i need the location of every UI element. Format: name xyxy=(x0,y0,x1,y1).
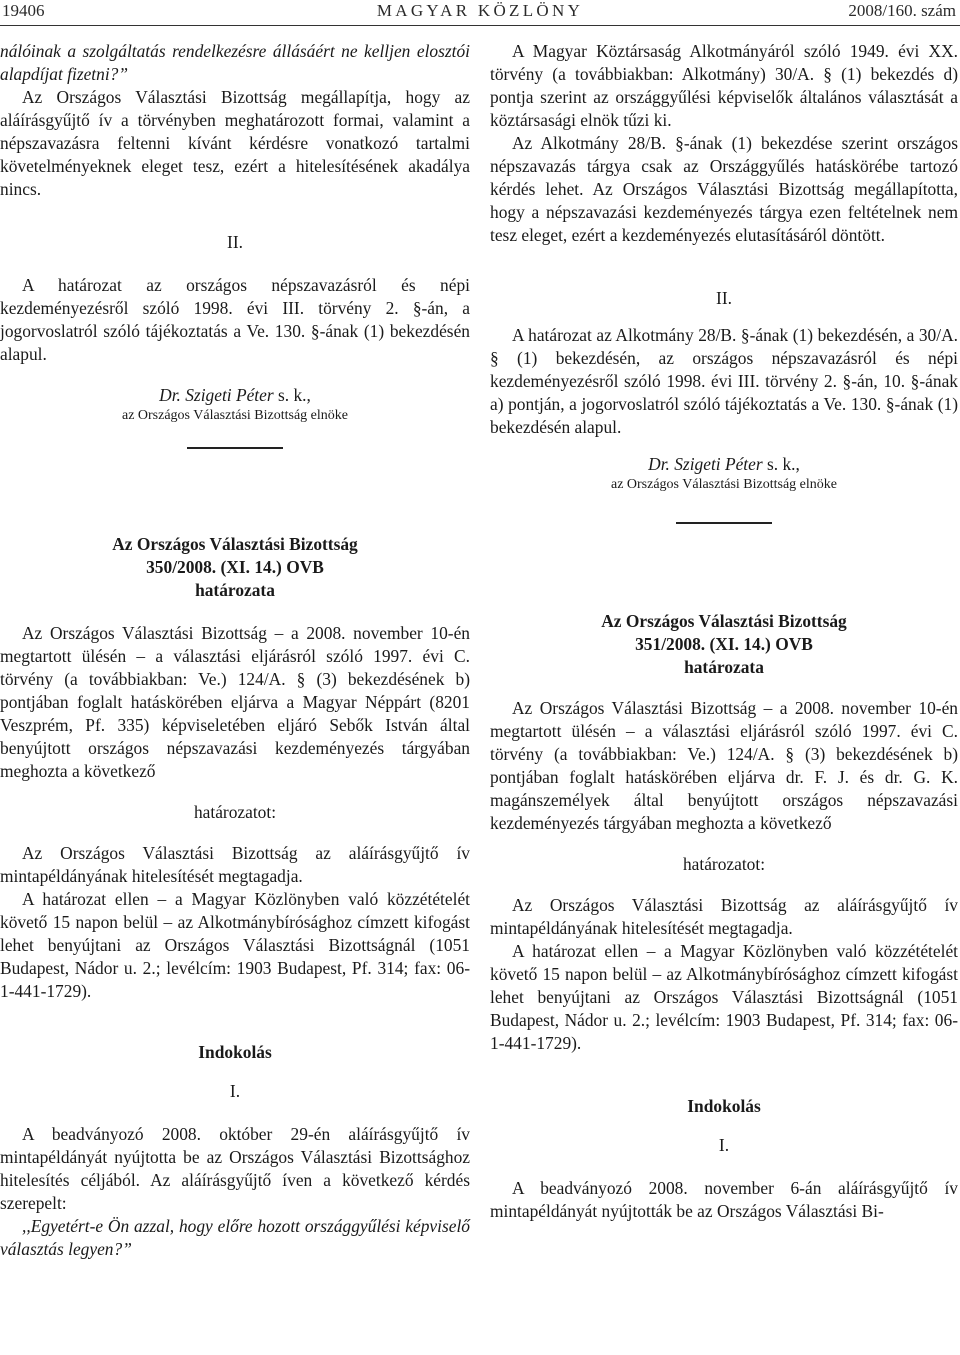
decision-type: határozata xyxy=(195,580,275,600)
reasoning-heading: Indokolás xyxy=(687,1096,761,1116)
paragraph: Az Országos Választási Bizottság az aláírásgyűjtő ív mintapéldányának hitelesítését megtagadja. xyxy=(490,895,958,938)
paragraph: Az Alkotmány 28/B. §-ának (1) bekezdése szerint országos népszavazás tárgya csak az Országgyűlés hatáskörébe tartozó kérdés lehet. Az Országos Választási Bizottság megállapította, hogy a népszavazási kezdeményezés tárgya ezen feltételnek nem tesz eleget, ezért a kezdeményezés elutasításáról döntött. xyxy=(490,133,958,245)
decision-number: 351/2008. (XI. 14.) OVB xyxy=(635,634,813,654)
decision-type: határozata xyxy=(684,657,764,677)
paragraph: A határozat az Alkotmány 28/B. §-ának (1) bekezdésén, a 30/A. § (1) bekezdésén, az országos népszavazásról és népi kezdeményezésről szóló 1998. évi III. törvény 2. §-án, 10. §-ának a) pontján, a jogorvoslatról szóló tájékoztatás a Ve. 130. §-ának (1) bekezdésén alapul. xyxy=(490,325,958,437)
section-heading: I. xyxy=(229,1081,241,1101)
decision-label: határozatot: xyxy=(193,802,277,822)
signature xyxy=(490,453,958,476)
decision-label: határozatot: xyxy=(682,854,766,874)
section-heading: I. xyxy=(718,1135,730,1155)
section-heading: II. xyxy=(227,232,243,252)
paragraph: A beadványozó 2008. október 29-én aláírásgyűjtő ív mintapéldányát nyújtotta be az Országos Választási Bizottsághoz hitelesítés céljából. Az aláírásgyűjtő íven a következő kérdés szerepelt: xyxy=(0,1124,470,1213)
right-column xyxy=(490,40,958,1223)
paragraph: Az Országos Választási Bizottság megállapítja, hogy az aláírásgyűjtő ív a törvényben meghatározott formai, valamint a népszavazásra feltenni kívánt kérdésre vonatkozó tartalmi követelményeknek eleget tesz, ezért a hitelesítésének akadálya nincs. xyxy=(0,87,470,199)
question-quote: ,,Egyetért-e Ön azzal, hogy előre hozott országgyűlési képviselő választás legyen?” xyxy=(0,1216,470,1259)
paragraph: Az Országos Választási Bizottság az aláírásgyűjtő ív mintapéldányának hitelesítését megtagadja. xyxy=(0,843,470,886)
paragraph: A beadványozó 2008. november 6-án aláírásgyűjtő ív mintapéldányát nyújtották be az Országos Választási Bi- xyxy=(490,1178,958,1221)
signature-name: Dr. Szigeti Péter xyxy=(159,385,274,405)
paragraph: A határozat az országos népszavazásról és népi kezdeményezésről szóló 1998. évi III. törvény 2. §-án, a jogorvoslatról szóló tájékoztatás a Ve. 130. §-ának (1) bekezdésén alapul. xyxy=(0,275,470,364)
signature-sk: s. k., xyxy=(277,385,311,405)
header-rule xyxy=(0,25,960,26)
paragraph: A határozat ellen – a Magyar Közlönyben való közzétételét követő 15 napon belül – az Alkotmánybírósághoz címzett kifogást lehet benyújtani az Országos Választási Bizottságnál (1051 Budapest, Nádor u. 2.; levélcím: 1903 Budapest, Pf. 314; fax: 06-1-441-1729). xyxy=(490,941,958,1053)
paragraph: A Magyar Köztársaság Alkotmányáról szóló 1949. évi XX. törvény (a továbbiakban: Alkotmány) 30/A. § (1) bekezdés d) pontja szerint az országgyűlési képviselők általános választását a köztársasági elnök tűzi ki. xyxy=(490,41,958,130)
section-heading: II. xyxy=(716,288,732,308)
paragraph: Az Országos Választási Bizottság – a 2008. november 10-én megtartott ülésén – a választási eljárásról szóló 1997. évi C. törvény (a továbbiakban: Ve.) 124/A. § (3) bekezdésének b) pontjában foglalt hatáskörében eljárva a Magyar Néppárt (8201 Veszprém, Pf. 335) képviseletében eljáró Sebők István által benyújtott országos népszavazási kezdeményezés tárgyában meghozta a következő xyxy=(0,623,470,781)
signature xyxy=(0,384,470,407)
publication-title: MAGYAR KÖZLÖNY xyxy=(376,1,584,20)
decision-heading: Az Országos Választási Bizottság xyxy=(112,534,358,554)
decision-heading: Az Országos Választási Bizottság xyxy=(601,611,847,631)
paragraph: A határozat ellen – a Magyar Közlönyben való közzétételét követő 15 napon belül – az Alkotmánybírósághoz címzett kifogást lehet benyújtani az Országos Választási Bizottságnál (1051 Budapest, Nádor u. 2.; levélcím: 1903 Budapest, Pf. 314; fax: 06-1-441-1729). xyxy=(0,889,470,1001)
page-header xyxy=(0,0,960,26)
signature-role: az Országos Választási Bizottság elnöke xyxy=(121,408,348,423)
issue-number: 2008/160. szám xyxy=(848,1,956,20)
signature-name: Dr. Szigeti Péter xyxy=(648,454,763,474)
decision-number: 350/2008. (XI. 14.) OVB xyxy=(146,557,324,577)
signature-role: az Országos Választási Bizottság elnöke xyxy=(610,477,837,492)
reasoning-heading: Indokolás xyxy=(198,1042,272,1062)
left-column xyxy=(0,40,470,1261)
signature-sk: s. k., xyxy=(766,454,800,474)
page-number: 19406 xyxy=(2,1,45,20)
paragraph: Az Országos Választási Bizottság – a 2008. november 10-én megtartott ülésén – a választási eljárásról szóló 1997. évi C. törvény (a továbbiakban: Ve.) 124/A. § (3) bekezdésének b) pontjában foglalt hatáskörében eljárva dr. F. J. és dr. G. K. magánszemélyek által benyújtott országos népszavazási kezdeményezés tárgyában meghozta a következő xyxy=(490,698,958,833)
question-continuation: nálóinak a szolgáltatás rendelkezésre állásáért ne kelljen elosztói alapdíjat fizetni?” xyxy=(0,41,470,84)
